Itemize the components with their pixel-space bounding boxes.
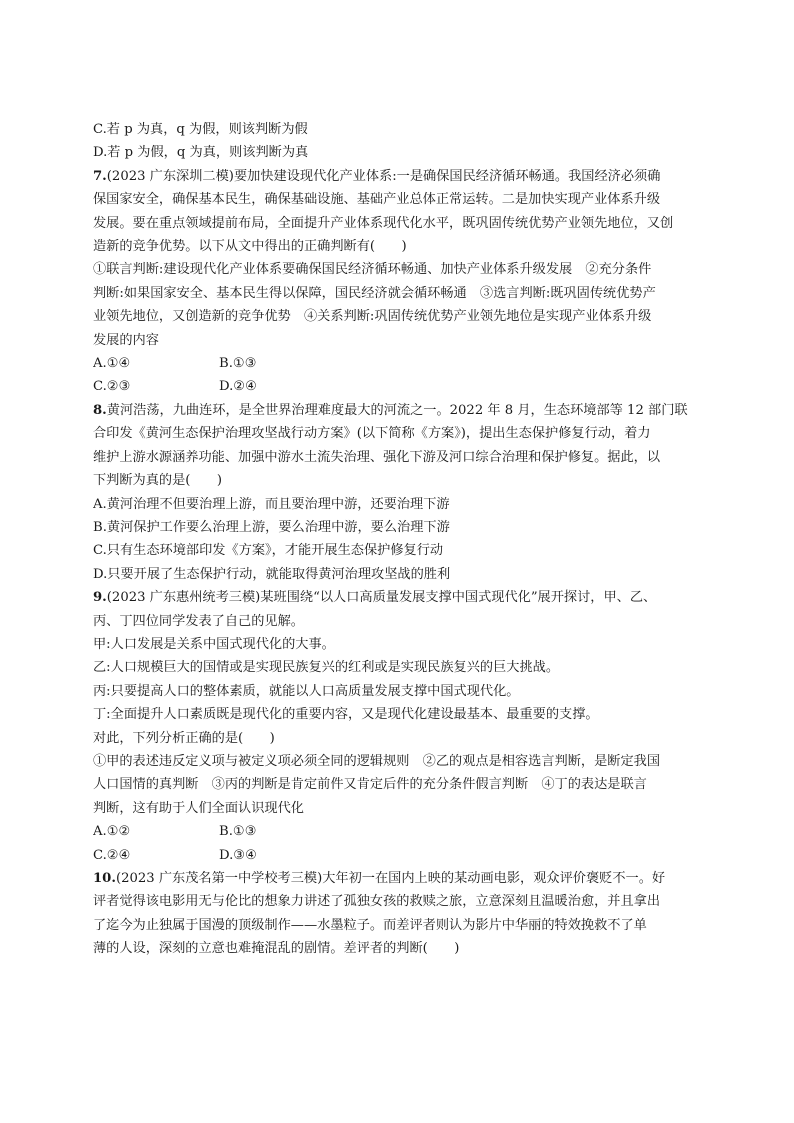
question-10-number: 10.	[93, 871, 116, 886]
question-10-stem-line	[93, 867, 699, 890]
question-8-text: 黄河浩荡，九曲连环，是全世界治理难度最大的河流之一。2022 年 8 月，生态环境部等 12 部门联	[106, 402, 688, 418]
question-10-stem-line: 评者觉得该电影用无与伦比的想象力讲述了孤独女孩的救赎之旅，立意深刻且温暖治愈，并且拿出	[93, 894, 661, 910]
question-9-stem-line	[93, 586, 699, 609]
question-9-options-row	[93, 820, 699, 843]
question-7-option-d: D.②④	[219, 379, 257, 395]
question-9-text: (2023 广东惠州统考三模)某班围绕“以人口高质量发展支撑中国式现代化”展开探讨，甲、乙、	[106, 590, 657, 606]
question-10-stem-line: 了迄今为止独属于国漫的顶级制作——水墨粒子。而差评者则认为影片中华丽的特效挽救不了单	[93, 917, 647, 933]
question-9-option-c: C.②④	[93, 847, 131, 863]
question-9-stem-line: 判断，这有助于人们全面认识现代化	[93, 800, 304, 816]
question-8-option-b: B.黄河保护工作要么治理上游，要么治理中游，要么治理下游	[93, 519, 450, 535]
question-7-stem-line: 发展。要在重点领域提前布局，全面提升产业体系现代化水平，既巩固传统优势产业领先地位，又创	[93, 215, 674, 231]
prev-option-d: D.若 p 为假，q 为真，则该判断为真	[93, 145, 309, 161]
question-7-number: 7.	[93, 168, 107, 184]
question-7	[93, 165, 699, 399]
question-9-stem-line: 甲:人口发展是关系中国式现代化的大事。	[93, 636, 335, 652]
question-8-option-c: C.只有生态环境部印发《方案》，才能开展生态保护修复行动	[93, 543, 444, 559]
question-9-stem-line: 丙、丁四位同学发表了自己的见解。	[93, 613, 304, 629]
question-9-stem-line: ①甲的表述违反定义项与被定义项必须全同的逻辑规则 ②乙的观点是相容选言判断，是断定我国	[93, 753, 661, 769]
question-10-text: (2023 广东茂名第一中学校考三模)大年初一在国内上映的某动画电影，观众评价褒贬不一。好	[115, 871, 666, 886]
question-9-option-d: D.③④	[219, 847, 257, 863]
question-7-options-row	[93, 352, 699, 375]
question-7-stem-line	[93, 165, 699, 188]
question-8-option-d: D.只要开展了生态保护行动，就能取得黄河治理攻坚战的胜利	[93, 566, 451, 582]
exam-page	[93, 118, 699, 961]
question-10-stem-line: 薄的人设，深刻的立意也难掩混乱的剧情。差评者的判断( )	[93, 941, 460, 957]
question-7-text: (2023 广东深圳二模)要加快建设现代化产业体系:一是确保国民经济循环畅通。我国经济必须确	[106, 168, 661, 184]
question-10	[93, 867, 699, 961]
question-9	[93, 586, 699, 867]
question-7-stem-line: 保国家安全，确保基本民生，确保基础设施、基础产业总体正常运转。二是加快实现产业体系升级	[93, 192, 661, 208]
question-8	[93, 399, 699, 586]
question-9-option-a: A.①②	[93, 824, 131, 840]
question-9-stem-line: 对此，下列分析正确的是( )	[93, 730, 275, 746]
question-8-stem-line: 维护上游水源涵养功能、加强中游水土流失治理、强化下游及河口综合治理和保护修复。据此，以	[93, 449, 661, 465]
question-9-stem-line: 丙:只要提高人口的整体素质，就能以人口高质量发展支撑中国式现代化。	[93, 683, 520, 699]
question-8-stem-line	[93, 399, 699, 422]
question-9-stem-line: 人口国情的真判断 ③丙的判断是肯定前件又肯定后件的充分条件假言判断 ④丁的表达是联言	[93, 777, 647, 793]
question-9-stem-line: 丁:全面提升人口素质既是现代化的重要内容，又是现代化建设最基本、最重要的支撑。	[93, 707, 599, 723]
question-7-stem-line: ①联言判断:建设现代化产业体系要确保国民经济循环畅通、加快产业体系升级发展 ②充分条件	[93, 262, 652, 278]
question-8-stem-line: 合印发《黄河生态保护治理攻坚战行动方案》(以下简称《方案》)，提出生态保护修复行动，着力	[93, 426, 651, 442]
question-9-number: 9.	[93, 590, 107, 606]
question-8-number: 8.	[93, 402, 107, 418]
question-7-stem-line: 业领先地位，又创造新的竞争优势 ④关系判断:巩固传统优势产业领先地位是实现产业体系升级	[93, 309, 652, 325]
question-7-stem-line: 判断:如果国家安全、基本民生得以保障，国民经济就会循环畅通 ③选言判断:既巩固传统优势产	[93, 285, 656, 301]
question-8-stem-line: 下判断为真的是( )	[93, 473, 222, 489]
question-9-stem-line: 乙:人口规模巨大的国情或是实现民族复兴的红利或是实现民族复兴的巨大挑战。	[93, 660, 560, 676]
question-9-options-row	[93, 844, 699, 867]
question-8-option-a: A.黄河治理不但要治理上游，而且要治理中游，还要治理下游	[93, 496, 450, 512]
prev-option-c: C.若 p 为真，q 为假，则该判断为假	[93, 122, 308, 137]
question-7-options-row	[93, 375, 699, 398]
question-7-option-a: A.①④	[93, 356, 131, 372]
question-7-stem-line: 发展的内容	[93, 332, 159, 348]
question-7-option-b: B.①③	[219, 356, 257, 372]
question-7-option-c: C.②③	[93, 379, 131, 395]
question-7-stem-line: 造新的竞争优势。以下从文中得出的正确判断有( )	[93, 239, 407, 255]
question-9-option-b: B.①③	[219, 824, 257, 840]
